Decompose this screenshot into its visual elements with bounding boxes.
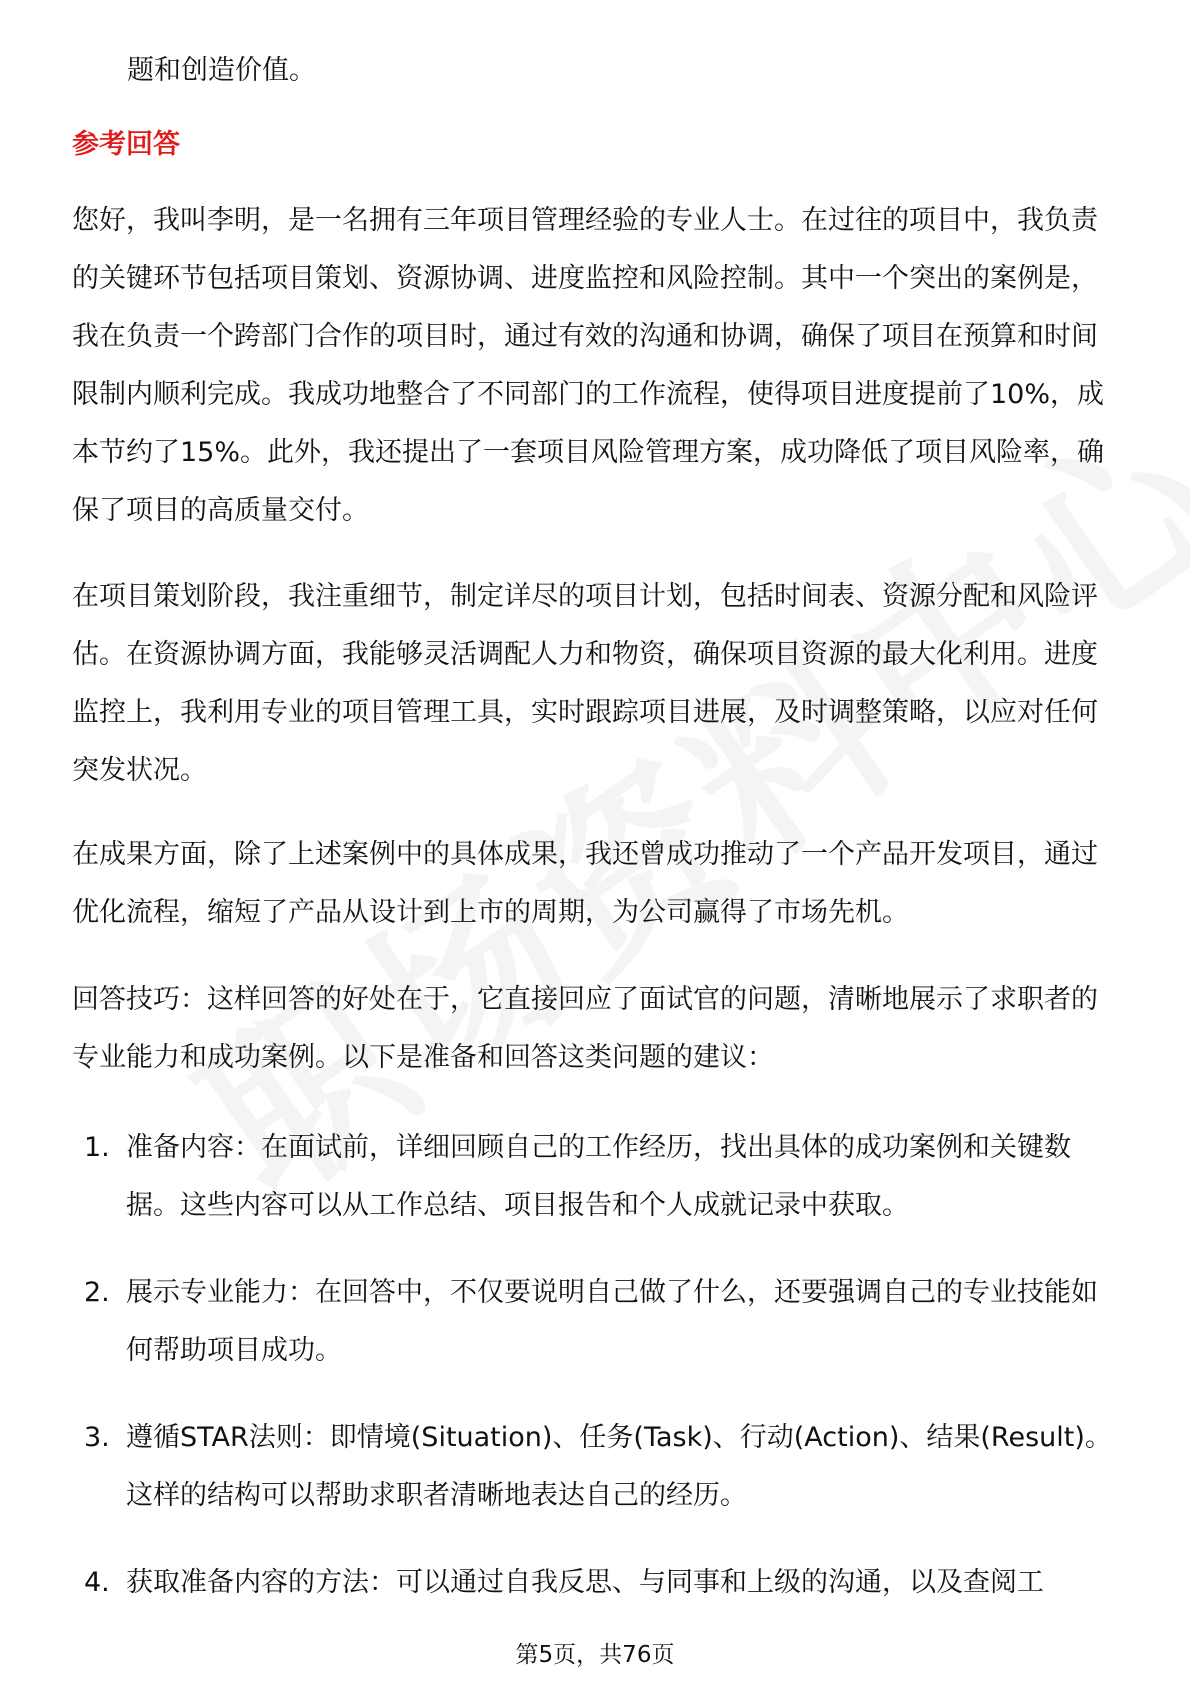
list-item-text: 准备内容：在面试前，详细回顾自己的工作经历，找出具体的成功案例和关键数据。这些内容可以从工作总结、项目报告和个人成就记录中获取。 [126,1132,1071,1221]
continuation-text: 题和创造价值。 [127,55,316,86]
list-item-number: 4. [84,1567,110,1598]
page-number: 第5页，共76页 [515,1642,675,1668]
answer-paragraph-3: 在成果方面，除了上述案例中的具体成果，我还曾成功推动了一个产品开发项目，通过优化流程，缩短了产品从设计到上市的周期，为公司赢得了市场先机。 [72,839,1098,928]
section-heading: 参考回答 [72,129,180,160]
list-item-text: 获取准备内容的方法：可以通过自我反思、与同事和上级的沟通，以及查阅工 [126,1567,1044,1598]
list-item-number: 3. [84,1422,110,1453]
list-item-number: 2. [84,1277,110,1308]
list-item-text: 遵循STAR法则：即情境(Situation)、任务(Task)、行动(Action)、结果(Result)。这样的结构可以帮助求职者清晰地表达自己的经历。 [126,1422,1112,1511]
answer-paragraph-2: 在项目策划阶段，我注重细节，制定详尽的项目计划，包括时间表、资源分配和风险评估。在资源协调方面，我能够灵活调配人力和物资，确保项目资源的最大化利用。进度监控上，我利用专业的项目管理工具，实时跟踪项目进展，及时调整策略，以应对任何突发状况。 [72,581,1098,786]
tips-paragraph: 回答技巧：这样回答的好处在于，它直接回应了面试官的问题，清晰地展示了求职者的专业能力和成功案例。以下是准备和回答这类问题的建议： [72,984,1098,1073]
list-item-number: 1. [84,1132,110,1163]
list-item-text: 展示专业能力：在回答中，不仅要说明自己做了什么，还要强调自己的专业技能如何帮助项目成功。 [126,1277,1098,1366]
answer-paragraph-1: 您好，我叫李明，是一名拥有三年项目管理经验的专业人士。在过往的项目中，我负责的关键环节包括项目策划、资源协调、进度监控和风险控制。其中一个突出的案例是，我在负责一个跨部门合作的项目时，通过有效的沟通和协调，确保了项目在预算和时间限制内顺利完成。我成功地整合了不同部门的工作流程，使得项目进度提前了10%，成本节约了15%。此外，我还提出了一套项目风险管理方案，成功降低了项目风险率，确保了项目的高质量交付。 [72,205,1105,526]
